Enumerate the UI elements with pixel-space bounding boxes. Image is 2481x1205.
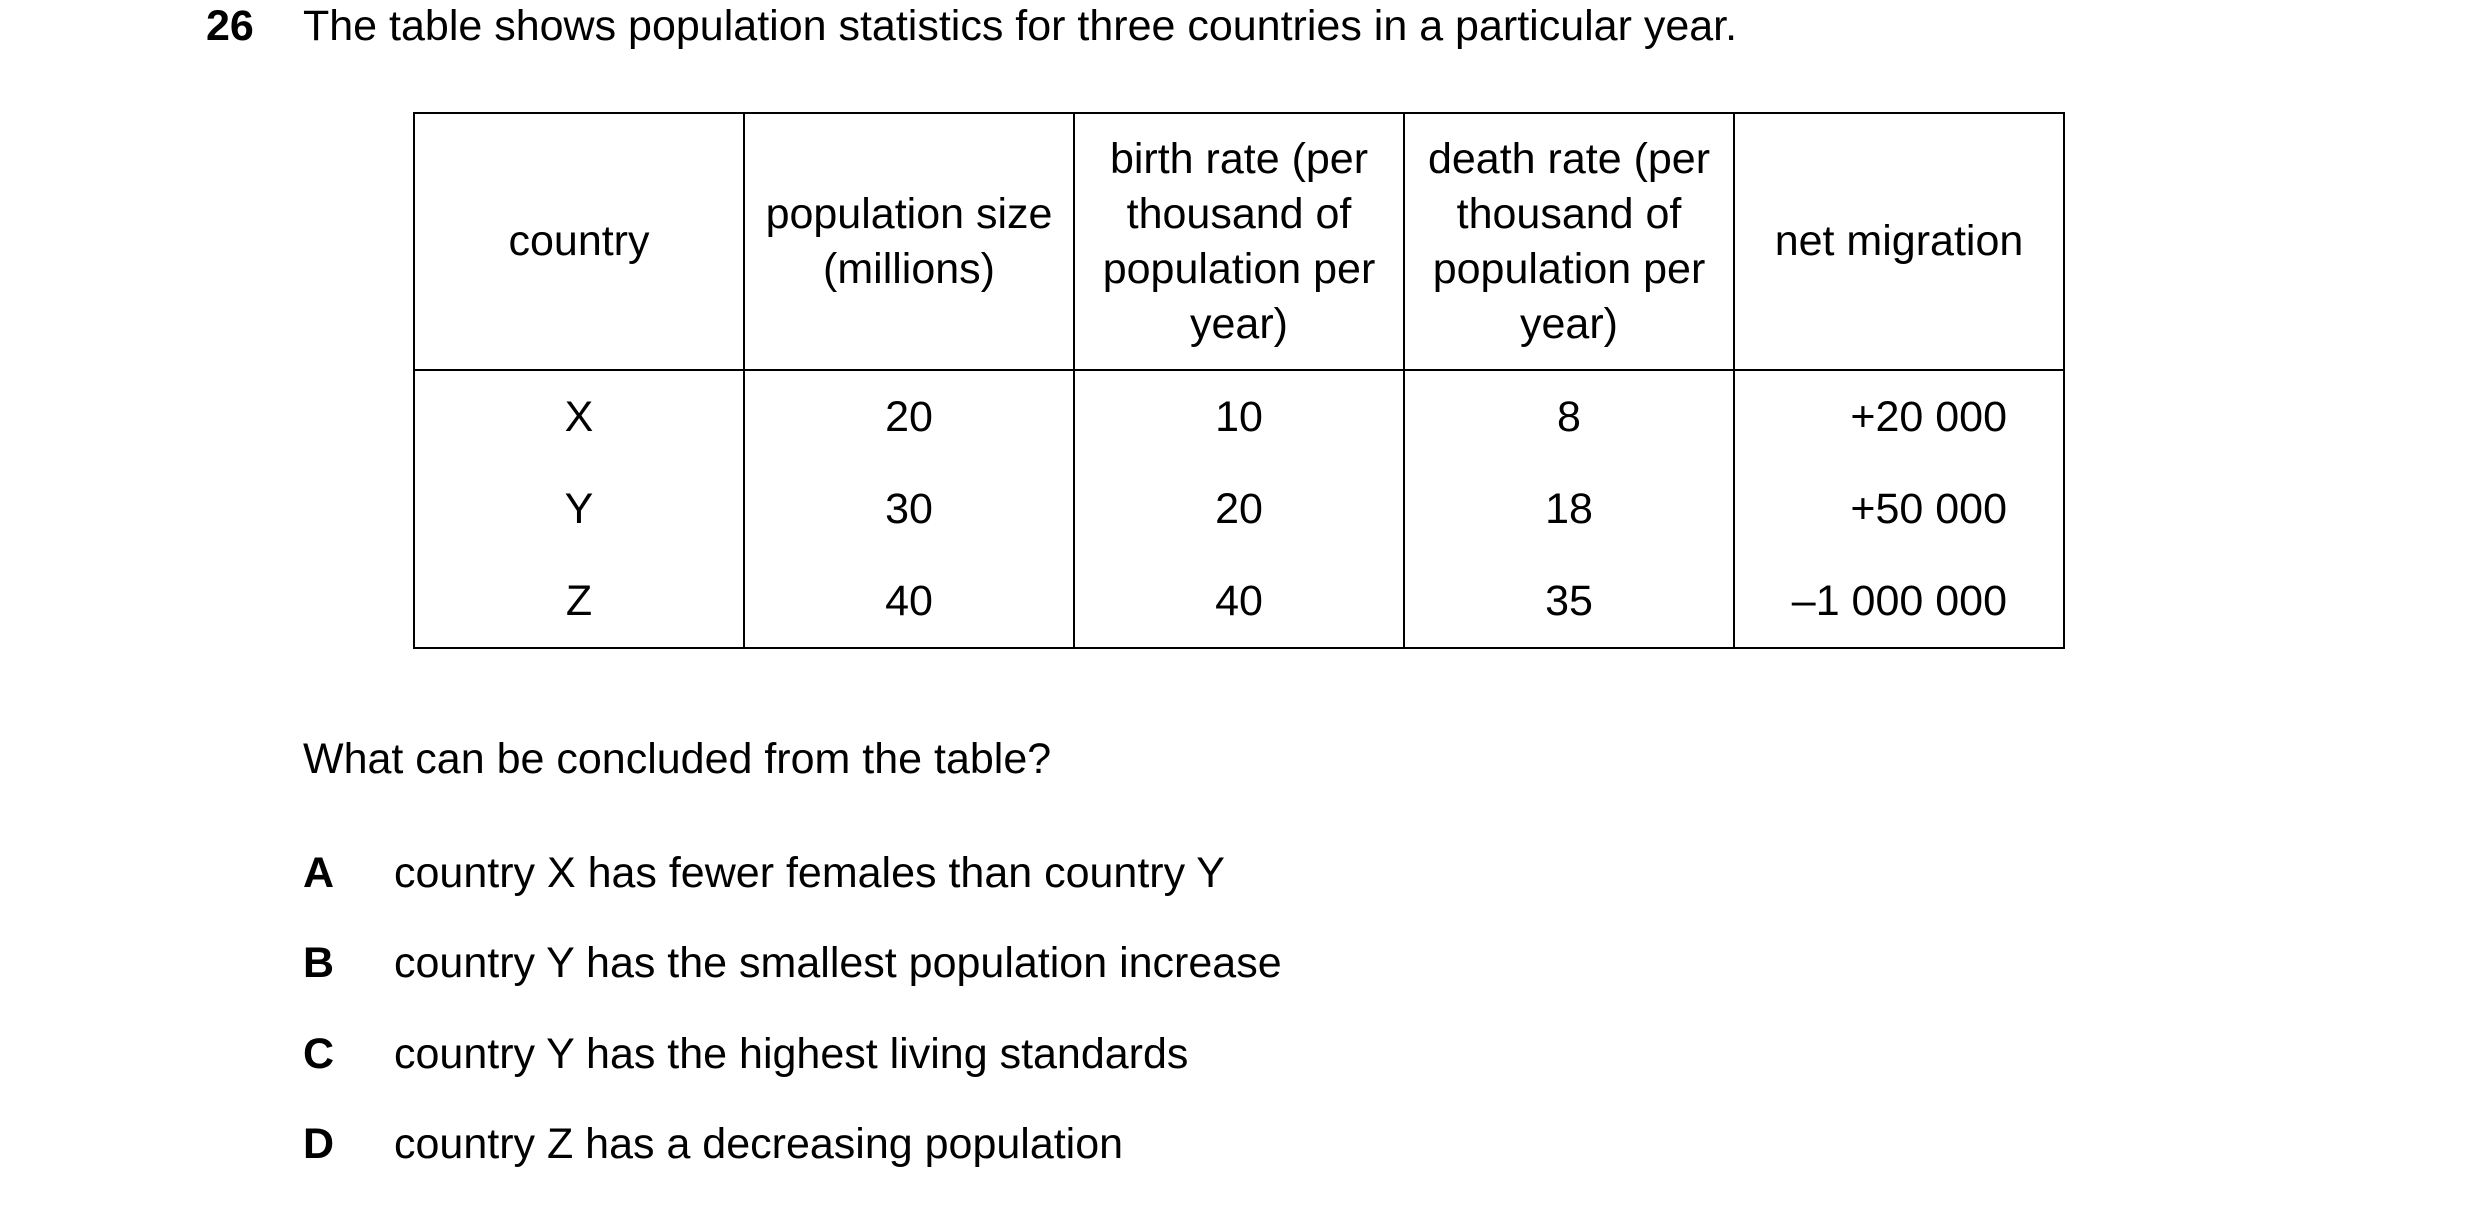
cell-birth-rate: 10 xyxy=(1074,370,1404,463)
option-text: country Y has the highest living standards xyxy=(394,1030,1189,1078)
cell-net-migration: –1 000 000 xyxy=(1734,555,2064,648)
population-table xyxy=(413,112,2065,649)
option-c[interactable] xyxy=(303,1028,1188,1080)
header-birth-rate: birth rate (per thousand of population per year) xyxy=(1074,113,1404,370)
option-text: country X has fewer females than country Y xyxy=(394,849,1225,897)
option-a[interactable] xyxy=(303,847,1225,899)
cell-population-size: 30 xyxy=(744,463,1074,555)
header-net-migration: net migration xyxy=(1734,113,2064,370)
header-country: country xyxy=(414,113,744,370)
option-text: country Z has a decreasing population xyxy=(394,1120,1124,1168)
cell-population-size: 20 xyxy=(744,370,1074,463)
question-number: 26 xyxy=(206,2,254,50)
option-letter: A xyxy=(303,849,335,897)
option-letter: C xyxy=(303,1030,335,1078)
cell-net-migration: +20 000 xyxy=(1734,370,2064,463)
cell-country: X xyxy=(414,370,744,463)
table-row xyxy=(414,555,2064,648)
cell-death-rate: 35 xyxy=(1404,555,1734,648)
option-d[interactable] xyxy=(303,1118,1123,1170)
option-letter: B xyxy=(303,939,335,987)
question-prompt: What can be concluded from the table? xyxy=(303,735,1052,783)
header-death-rate: death rate (per thousand of population per year) xyxy=(1404,113,1734,370)
table-row xyxy=(414,463,2064,555)
cell-death-rate: 18 xyxy=(1404,463,1734,555)
cell-population-size: 40 xyxy=(744,555,1074,648)
cell-birth-rate: 20 xyxy=(1074,463,1404,555)
table-header-row xyxy=(414,113,2064,370)
option-b[interactable] xyxy=(303,937,1282,989)
cell-country: Z xyxy=(414,555,744,648)
cell-birth-rate: 40 xyxy=(1074,555,1404,648)
option-text: country Y has the smallest population increase xyxy=(394,939,1282,987)
question-stem: The table shows population statistics for three countries in a particular year. xyxy=(303,2,1738,50)
header-population-size: population size (millions) xyxy=(744,113,1074,370)
cell-death-rate: 8 xyxy=(1404,370,1734,463)
table-row xyxy=(414,370,2064,463)
cell-country: Y xyxy=(414,463,744,555)
cell-net-migration: +50 000 xyxy=(1734,463,2064,555)
option-letter: D xyxy=(303,1120,335,1168)
